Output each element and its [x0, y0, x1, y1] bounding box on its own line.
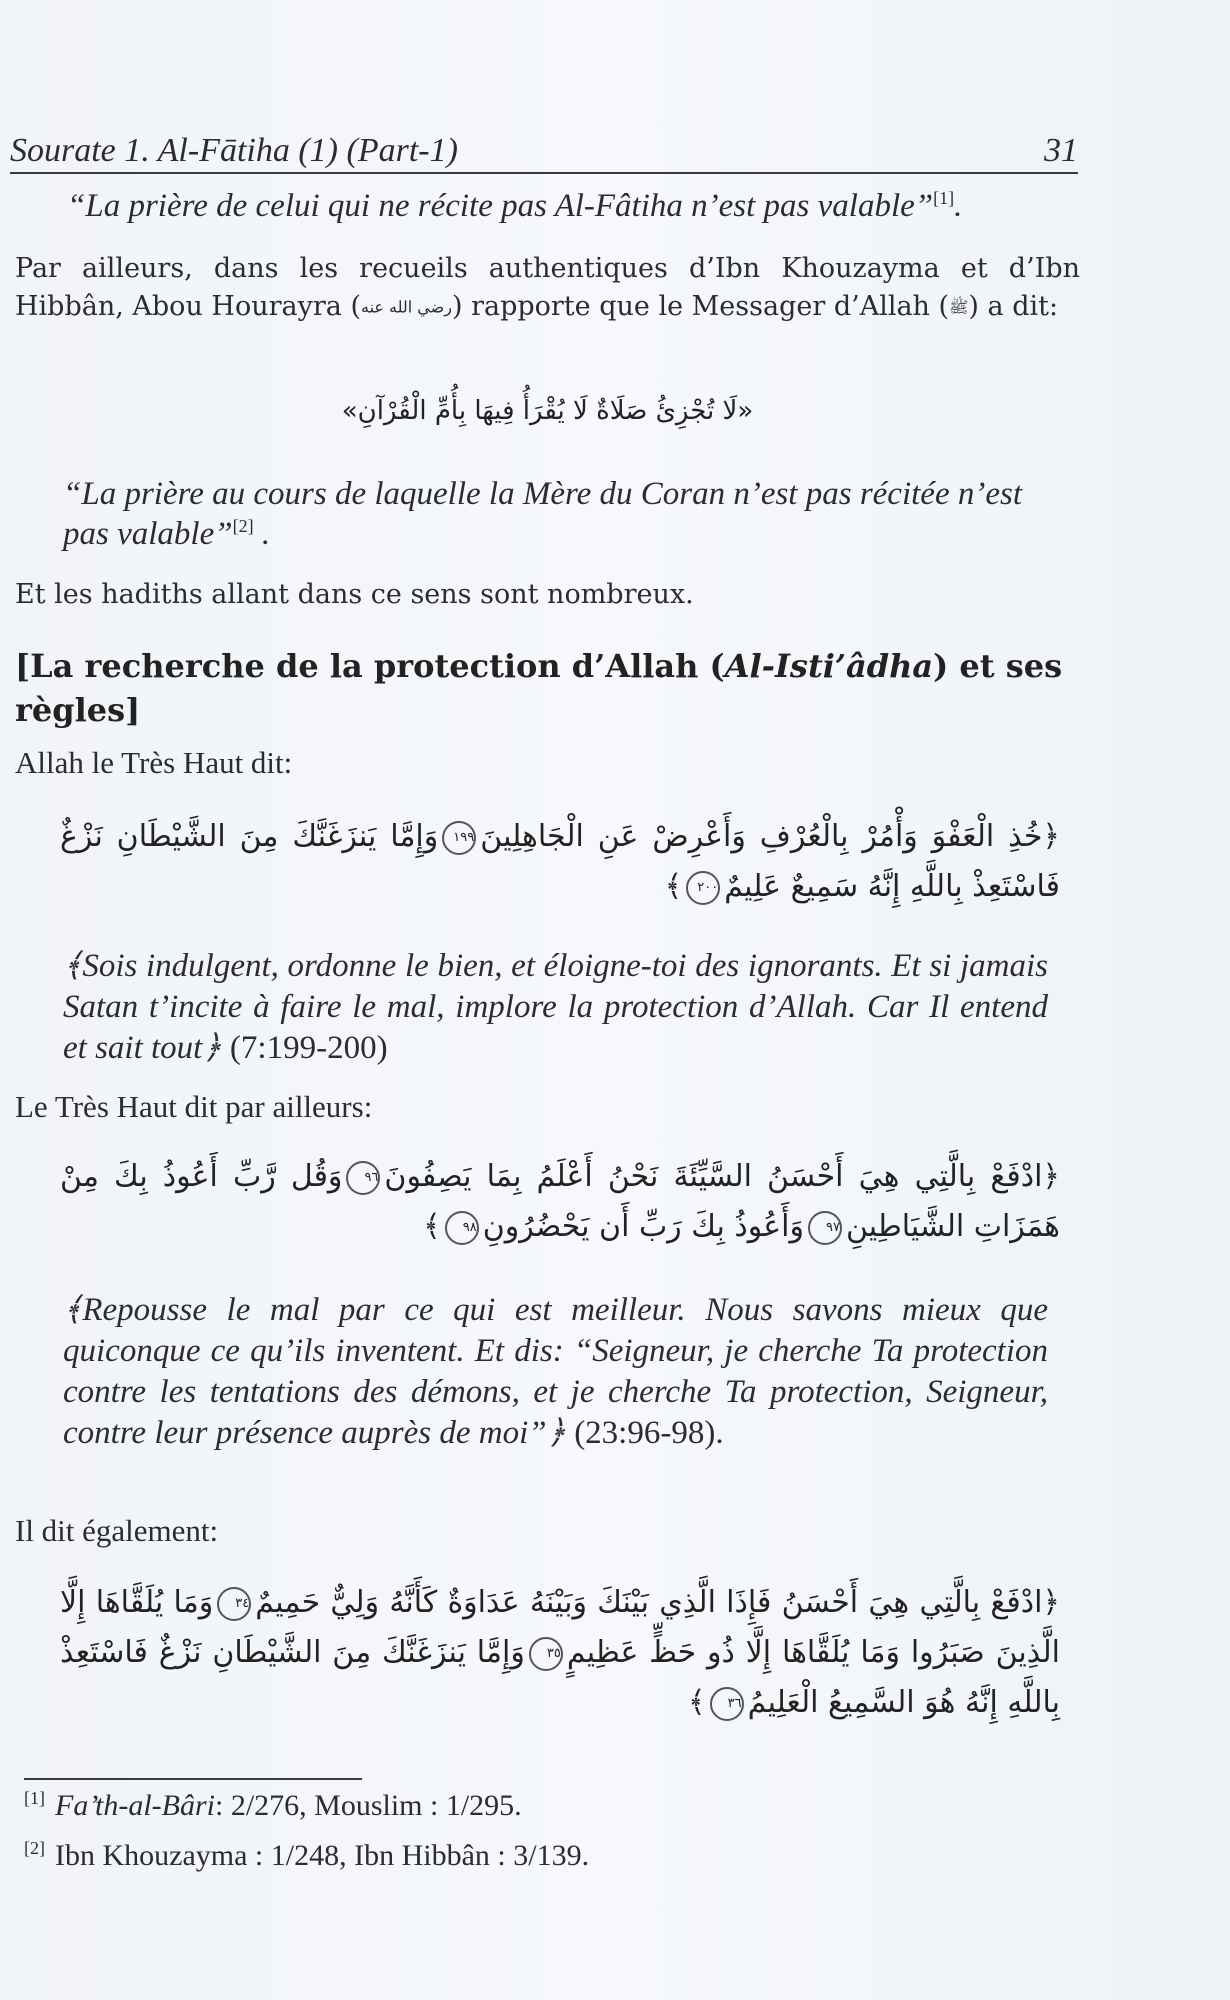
hadith-1-text: “La prière de celui qui ne récite pas Al-Fâtiha n’est pas valable” — [67, 188, 934, 224]
verse-3-text-b: وَمَا يُلَقَّاهَا إِلَّا الَّذِينَ صَبَرُوا وَمَا يُلَقَّاهَا إِلَّا ذُو حَظٍّ عَظِيمٍ — [60, 1585, 1060, 1670]
verse-2-reference: (23:96-98). — [574, 1415, 724, 1451]
intro-verse-2: Le Très Haut dit par ailleurs: — [15, 1089, 373, 1124]
footnote-ref-2[interactable]: [2] — [232, 516, 254, 536]
header-title: Sourate 1. Al-Fātiha (1) (Part-1) — [10, 132, 458, 169]
verse-1-translation-text: ﴾Sois indulgent, ordonne le bien, et éloigne-toi des ignorants. Et si jamais Satan t’incite à faire le mal, implore la protection d’Allah. Car Il entend et sait tout﴿ — [63, 948, 1048, 1066]
verse-1-arabic — [60, 812, 1060, 912]
verse-2-arabic — [60, 1152, 1060, 1252]
verse-3-text-c: وَإِمَّا يَنزَغَنَّكَ مِنَ الشَّيْطَانِ نَزْغٌ فَاسْتَعِذْ بِاللَّهِ إِنَّهُ هُوَ السَّمِيعُ الْعَلِيمُ — [60, 1635, 1060, 1720]
hadith-1 — [15, 186, 1132, 226]
verse-number-marker: ٣٦ — [710, 1687, 744, 1721]
verse-1-text-a: ﴿خُذِ الْعَفْوَ وَأْمُرْ بِالْعُرْفِ وَأَعْرِضْ عَنِ الْجَاهِلِينَ — [480, 819, 1060, 854]
hadith-2-end: . — [253, 516, 271, 552]
paragraph-intro-a: Par ailleurs, dans les recueils authentiques d’Ibn Khouzayma et d’Ibn Hibbân, Abou Hourayra ( — [15, 253, 1080, 322]
verse-1-reference: (7:199-200) — [229, 1030, 388, 1066]
verse-number-marker: ٩٦ — [346, 1161, 380, 1195]
hadith-1-end: . — [954, 188, 963, 224]
honorific-radiallahu-icon: رضي الله عنه — [360, 297, 452, 317]
footnote-ref-1[interactable]: [1] — [933, 188, 955, 208]
paragraph-hadiths: Et les hadiths allant dans ce sens sont nombreux. — [15, 579, 694, 610]
verse-3-arabic — [60, 1578, 1060, 1728]
paragraph-intro — [15, 250, 1080, 327]
footnote-1 — [24, 1788, 522, 1823]
hadith-2-arabic: «لَا تُجْزِئُ صَلَاةٌ لَا يُقْرَأُ فِيهَا بِأُمِّ الْقُرْآنِ» — [341, 396, 754, 426]
intro-verse-1: Allah le Très Haut dit: — [15, 745, 293, 780]
verse-close-bracket: ﴾ — [423, 1209, 441, 1244]
verse-1-translation — [15, 946, 1048, 1069]
running-header — [10, 128, 1078, 174]
verse-close-bracket: ﴾ — [688, 1685, 706, 1720]
verse-2-text-a: ﴿ادْفَعْ بِالَّتِي هِيَ أَحْسَنُ السَّيِّئَةَ نَحْنُ أَعْلَمُ بِمَا يَصِفُونَ — [384, 1159, 1060, 1194]
verse-close-bracket: ﴾ — [664, 869, 683, 904]
verse-number-marker: ٩٧ — [808, 1211, 842, 1245]
verse-number-marker: ١٩٩ — [442, 821, 476, 855]
footnote-1-mark: [1] — [24, 1788, 45, 1808]
verse-number-marker: ٢٠٠ — [686, 871, 720, 905]
footnote-1-text: : 2/276, Mouslim : 1/295. — [214, 1789, 522, 1822]
footnote-1-source: Fa’th-al-Bâri — [55, 1789, 215, 1822]
footnote-2 — [24, 1838, 589, 1873]
heading-part-2: ) et ses règles] — [15, 647, 1063, 729]
verse-number-marker: ٣٤ — [217, 1587, 251, 1621]
intro-verse-3: Il dit également: — [15, 1513, 219, 1548]
paragraph-intro-c: ) a dit: — [968, 291, 1059, 322]
verse-2-translation-text: ﴾Repousse le mal par ce qui est meilleur. Nous savons mieux que quiconque ce qu’ils inventent. Et dis: “Seigneur, je cherche Ta protection contre les tentations des démons, et je cherche Ta protection, Seigneur, contre leur présence auprès de moi”﴿ — [63, 1292, 1048, 1451]
section-heading — [15, 644, 1080, 732]
verse-2-translation — [15, 1290, 1048, 1454]
verse-number-marker: ٣٥ — [529, 1637, 563, 1671]
verse-number-marker: ٩٨ — [445, 1211, 479, 1245]
footnote-divider — [24, 1778, 362, 1780]
heading-part-1: [La recherche de la protection d’Allah ( — [15, 647, 725, 685]
honorific-salawat-icon: ﷺ — [949, 297, 969, 317]
footnote-2-text: Ibn Khouzayma : 1/248, Ibn Hibbân : 3/139. — [55, 1839, 590, 1872]
heading-italic: Al-Isti’âdha — [724, 647, 934, 685]
verse-2-text-b: وَقُل رَّبِّ أَعُوذُ بِكَ مِنْ هَمَزَاتِ الشَّيَاطِينِ — [60, 1159, 1060, 1244]
page-number: 31 — [1044, 132, 1078, 169]
footnote-2-mark: [2] — [24, 1838, 45, 1858]
verse-2-text-c: وَأَعُوذُ بِكَ رَبِّ أَن يَحْضُرُونِ — [482, 1209, 804, 1244]
hadith-2-text: “La prière au cours de laquelle la Mère du Coran n’est pas récitée n’est pas valable” — [63, 476, 1022, 552]
verse-1-text-b: وَإِمَّا يَنزَغَنَّكَ مِنَ الشَّيْطَانِ نَزْغٌ فَاسْتَعِذْ بِاللَّهِ إِنَّهُ سَمِيعٌ عَلِيمٌ — [60, 819, 1060, 904]
hadith-2 — [15, 474, 1063, 554]
paragraph-intro-b: ) rapporte que le Messager d’Allah ( — [451, 291, 950, 322]
verse-3-text-a: ﴿ادْفَعْ بِالَّتِي هِيَ أَحْسَنُ فَإِذَا الَّذِي بَيْنَكَ وَبَيْنَهُ عَدَاوَةٌ كَأَنَّهُ وَلِيٌّ حَمِيمٌ — [255, 1585, 1061, 1620]
